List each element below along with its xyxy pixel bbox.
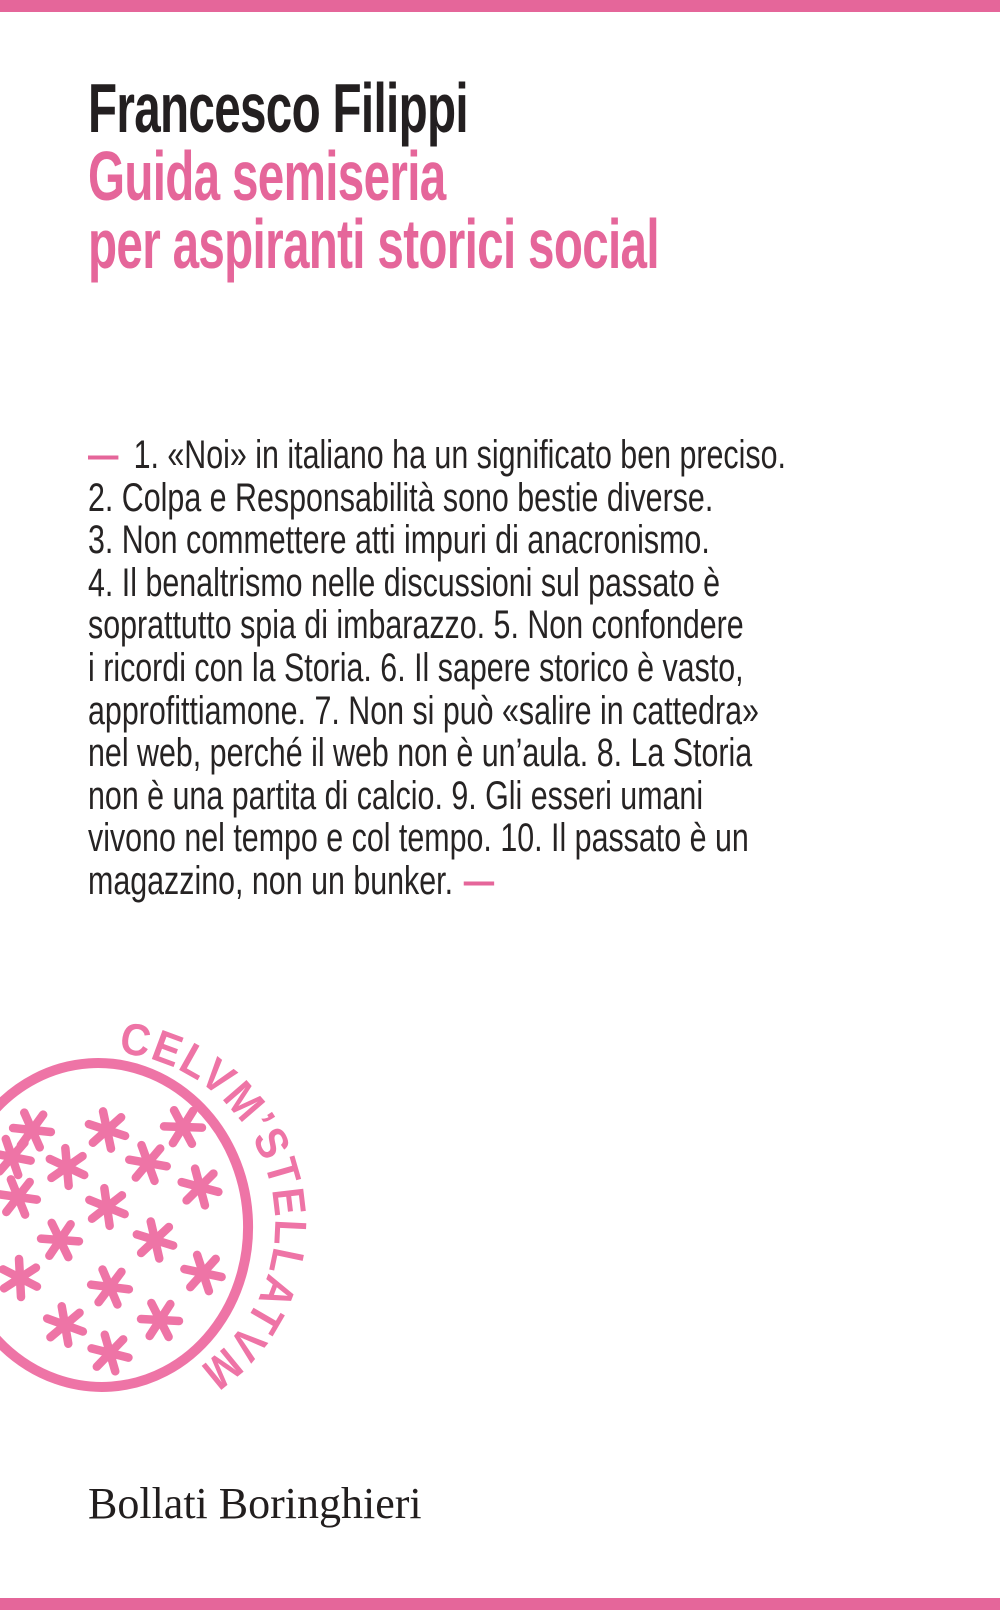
star-icon xyxy=(42,1303,89,1347)
star-icon xyxy=(0,1178,39,1216)
blurb-line: 4. Il benaltrismo nelle discussioni sul passato è xyxy=(88,560,720,605)
publisher-logo-stamp xyxy=(0,1000,320,1410)
blurb-line: vivono nel tempo e col tempo. 10. Il passato è un xyxy=(88,816,749,861)
star-icon xyxy=(140,1303,180,1338)
star-icon xyxy=(83,1185,131,1230)
star-icon xyxy=(181,1253,225,1293)
blurb-line: nel web, perché il web non è un’aula. 8. La Storia xyxy=(88,731,753,776)
star-icon xyxy=(163,1110,202,1144)
opening-dash: — xyxy=(88,433,119,477)
closing-dash: — xyxy=(463,858,495,903)
publisher-name: Bollati Boringhieri xyxy=(88,1479,422,1528)
star-icon xyxy=(132,1219,178,1262)
star-field xyxy=(0,1108,225,1373)
star-icon xyxy=(0,1137,34,1177)
blurb-line xyxy=(88,860,962,903)
blurb-line: non è una partita di calcio. 9. Gli esseri umani xyxy=(88,773,704,818)
star-icon xyxy=(84,1108,130,1151)
author-name: Francesco Filippi xyxy=(88,69,468,147)
top-color-band xyxy=(0,0,1000,12)
blurb-line: 3. Non commettere atti impuri di anacronismo. xyxy=(88,518,710,563)
star-icon xyxy=(88,1332,133,1373)
blurb-line xyxy=(88,434,962,477)
header-block xyxy=(88,69,659,283)
star-icon xyxy=(11,1112,52,1149)
back-blurb-text xyxy=(88,434,962,903)
star-icon xyxy=(89,1268,131,1305)
logo-motto-textpath: CELVM’STELLATVM xyxy=(116,1011,317,1403)
star-icon xyxy=(126,1143,169,1182)
blurb-line-text: 1. «Noi» in italiano ha un significato ben preciso. xyxy=(133,433,786,477)
book-title-line-1: Guida semiseria xyxy=(88,137,446,215)
book-title-line-2: per aspiranti storici social xyxy=(88,205,659,283)
star-icon xyxy=(43,1144,91,1190)
bottom-color-band xyxy=(0,1598,1000,1610)
star-icon xyxy=(40,1222,80,1257)
blurb-line: i ricordi con la Storia. 6. Il sapere storico è vasto, xyxy=(88,645,744,690)
blurb-line: approfittiamone. 7. Non si può «salire in cattedra» xyxy=(88,688,759,733)
blurb-line: soprattutto spia di imbarazzo. 5. Non confondere xyxy=(88,603,744,648)
star-icon xyxy=(0,1255,44,1302)
star-icon xyxy=(177,1166,222,1208)
blurb-line-text: magazzino, non un bunker. xyxy=(88,858,454,903)
blurb-line: 2. Colpa e Responsabilità sono bestie diverse. xyxy=(88,475,714,520)
